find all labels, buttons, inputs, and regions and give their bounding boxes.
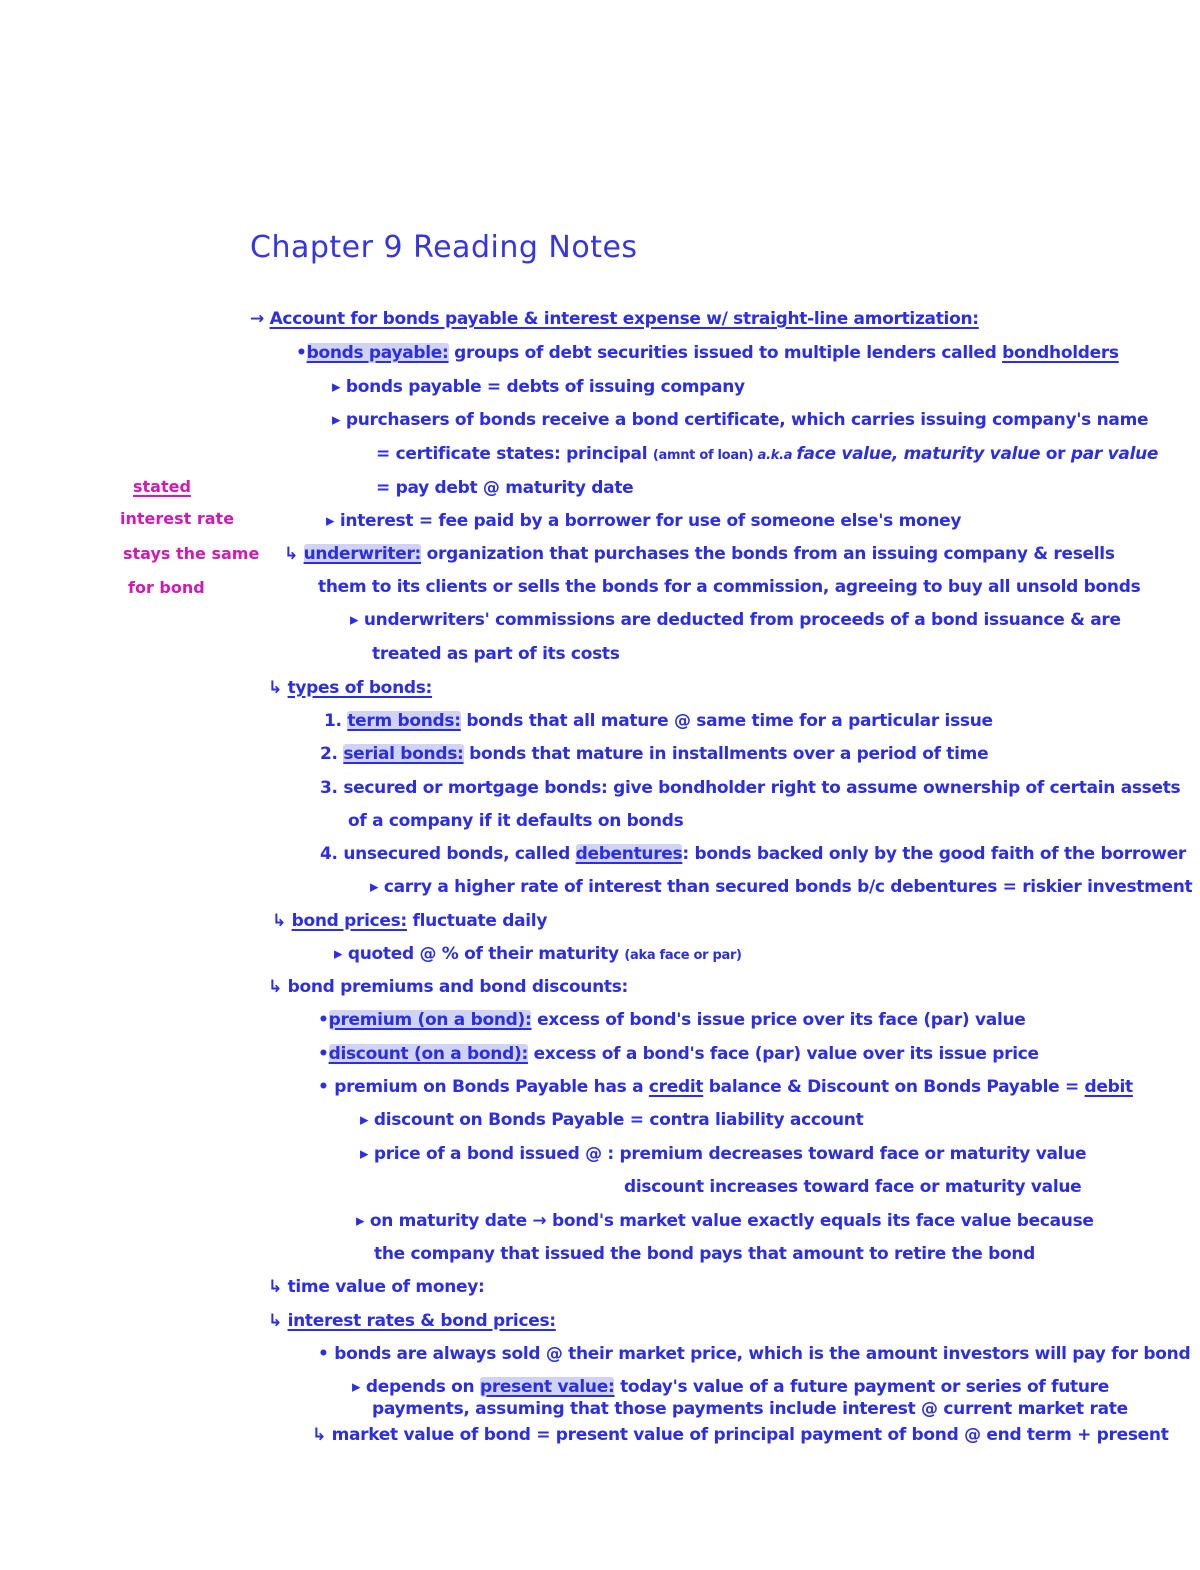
margin-note-stated: stated (133, 477, 191, 496)
note-line (334, 943, 742, 967)
note-line (320, 843, 1186, 865)
note-text: carry a higher rate of interest than secured bonds b/c debentures = riskier investment (383, 877, 1193, 897)
arrow-icon: ↳ (284, 544, 298, 564)
note-text: depends on (365, 1377, 480, 1397)
underlined-term: interest rates & bond prices: (287, 1311, 556, 1331)
note-line (332, 409, 1148, 431)
note-text: : bonds backed only by the good faith of the borrower (682, 844, 1187, 864)
highlighted-term: present value: (479, 1377, 615, 1397)
underlined-term: debit (1084, 1077, 1133, 1097)
note-text: secured or mortgage bonds: give bondholder right to assume ownership of certain assets (343, 778, 1181, 798)
note-line (312, 1424, 1169, 1446)
note-text: excess of a bond's face (par) value over its issue price (527, 1044, 1039, 1064)
note-line (350, 609, 1121, 631)
triangle-bullet-icon: ▸ (360, 1110, 369, 1130)
triangle-bullet-icon: ▸ (326, 511, 335, 531)
arrow-icon: ↳ (272, 911, 286, 931)
triangle-bullet-icon: ▸ (352, 1377, 361, 1397)
note-small-text: (aka face or par) (624, 948, 742, 963)
note-line: them to its clients or sells the bonds for a commission, agreeing to buy all unsold bonds (318, 577, 1141, 597)
note-text: bonds that all mature @ same time for a particular issue (460, 711, 993, 731)
bullet-icon: • (318, 1344, 329, 1364)
note-line (296, 342, 1119, 364)
note-line (320, 743, 988, 765)
note-line (320, 777, 1180, 799)
arrow-icon: ↳ (312, 1425, 326, 1445)
note-line (360, 1143, 1086, 1165)
note-text: purchasers of bonds receive a bond certificate, which carries issuing company's name (345, 410, 1149, 430)
highlighted-term: premium (on a bond): (328, 1010, 532, 1030)
note-line (360, 1109, 863, 1131)
list-number: 2. (320, 744, 338, 764)
highlighted-term: term bonds: (347, 711, 461, 731)
note-line (268, 976, 628, 998)
note-text: discount on Bonds Payable = contra liability account (373, 1110, 864, 1130)
note-line (376, 443, 1158, 467)
note-line (356, 1210, 1094, 1232)
note-text: balance & Discount on Bonds Payable = (703, 1077, 1085, 1097)
note-text: or (1040, 444, 1071, 464)
note-text: bonds are always sold @ their market price, which is the amount investors will pay for bond (334, 1344, 1191, 1364)
note-text: interest = fee paid by a borrower for use of someone else's money (339, 511, 962, 531)
triangle-bullet-icon: ▸ (334, 944, 343, 964)
note-text: underwriters' commissions are deducted from proceeds of a bond issuance & are (363, 610, 1121, 630)
note-line (318, 1043, 1039, 1065)
note-text: bonds payable = debts of issuing company (345, 377, 745, 397)
note-line (376, 477, 633, 499)
list-number: 3. (320, 778, 338, 798)
triangle-bullet-icon: ▸ (360, 1144, 369, 1164)
note-text: bond premiums and bond discounts: (287, 977, 629, 997)
margin-note-line-1 (133, 476, 191, 498)
margin-note-line-3: stays the same (123, 544, 260, 563)
note-line (326, 510, 961, 532)
underlined-term: bond prices: (291, 911, 407, 931)
underlined-term: bondholders (1002, 343, 1119, 363)
triangle-bullet-icon: ▸ (332, 410, 341, 430)
note-line (284, 543, 1115, 565)
arrow-icon: → (250, 309, 264, 329)
note-line: treated as part of its costs (372, 644, 620, 664)
note-line (250, 308, 979, 330)
highlighted-term: discount (on a bond): (328, 1044, 528, 1064)
separator: , (891, 444, 904, 464)
list-number: 4. (320, 844, 338, 864)
note-text: on maturity date → bond's market value exactly equals its face value because (369, 1211, 1094, 1231)
note-text: market value of bond = present value of principal payment of bond @ end term + present (331, 1425, 1169, 1445)
note-line (318, 1343, 1190, 1365)
note-line: payments, assuming that those payments include interest @ current market rate (372, 1399, 1128, 1419)
highlighted-term: underwriter: (303, 544, 422, 564)
margin-note-line-4: for bond (128, 578, 205, 597)
highlighted-term: serial bonds: (343, 744, 464, 764)
highlighted-term: debentures (575, 844, 683, 864)
highlighted-term: bonds payable: (306, 343, 449, 363)
triangle-bullet-icon: ▸ (370, 877, 379, 897)
bullet-icon: • (318, 1044, 329, 1064)
triangle-bullet-icon: ▸ (356, 1211, 365, 1231)
italic-term: par value (1070, 444, 1159, 464)
note-text: quoted @ % of their maturity (347, 944, 625, 964)
equals-bullet-icon: = (376, 444, 390, 464)
note-text: bonds that mature in installments over a period of time (463, 744, 989, 764)
note-text: excess of bond's issue price over its face (par) value (531, 1010, 1026, 1030)
note-text: pay debt @ maturity date (395, 478, 634, 498)
note-text: certificate states: principal (395, 444, 653, 464)
heading-text: Account for bonds payable & interest expense w/ straight-line amortization: (269, 309, 979, 329)
note-line (318, 1076, 1133, 1098)
note-line (272, 910, 547, 932)
arrow-icon: ↳ (268, 1311, 282, 1331)
underlined-term: credit (648, 1077, 704, 1097)
note-small-text: a.k.a (753, 448, 797, 463)
triangle-bullet-icon: ▸ (332, 377, 341, 397)
note-line (268, 677, 432, 699)
note-text: organization that purchases the bonds from an issuing company & resells (421, 544, 1115, 564)
arrow-icon: ↳ (268, 1277, 282, 1297)
note-line: of a company if it defaults on bonds (348, 811, 684, 831)
note-line (324, 710, 993, 732)
italic-term: maturity value (903, 444, 1041, 464)
note-text: today's value of a future payment or series of future (614, 1377, 1109, 1397)
note-line (318, 1009, 1026, 1031)
arrow-icon: ↳ (268, 678, 282, 698)
arrow-icon: ↳ (268, 977, 282, 997)
margin-note-line-2: interest rate (120, 509, 235, 528)
note-line (332, 376, 745, 398)
note-small-text: (amnt of loan) (652, 448, 754, 463)
bullet-icon: • (318, 1010, 329, 1030)
note-text: fluctuate daily (406, 911, 548, 931)
note-line (352, 1376, 1109, 1398)
note-text: premium on Bonds Payable has a (334, 1077, 649, 1097)
note-text: time value of money: (287, 1277, 485, 1297)
note-text: groups of debt securities issued to multiple lenders called (448, 343, 1003, 363)
italic-term: face value (796, 444, 892, 464)
page-title: Chapter 9 Reading Notes (250, 230, 638, 265)
note-line: discount increases toward face or maturity value (624, 1177, 1082, 1197)
note-line (370, 876, 1192, 898)
bullet-icon: • (296, 343, 307, 363)
bullet-icon: • (318, 1077, 329, 1097)
note-text: unsecured bonds, called (343, 844, 576, 864)
equals-bullet-icon: = (376, 478, 390, 498)
underlined-term: types of bonds: (287, 678, 433, 698)
list-number: 1. (324, 711, 342, 731)
note-text: price of a bond issued @ : premium decreases toward face or maturity value (373, 1144, 1087, 1164)
triangle-bullet-icon: ▸ (350, 610, 359, 630)
note-line: the company that issued the bond pays that amount to retire the bond (374, 1244, 1036, 1264)
note-line (268, 1310, 556, 1332)
note-line (268, 1276, 485, 1298)
